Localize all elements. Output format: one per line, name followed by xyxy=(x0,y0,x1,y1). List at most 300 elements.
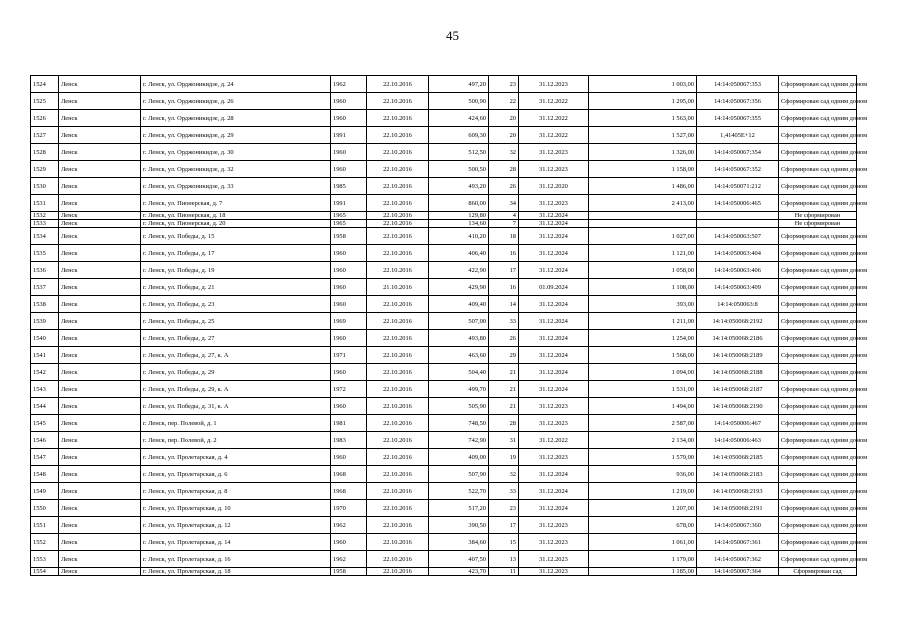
amount-cell: 1 061,00 xyxy=(589,534,697,551)
status-cell: Сформирован сад одним домом xyxy=(779,76,857,93)
date-cell: 22.10.2016 xyxy=(367,262,429,279)
status-cell: Сформирован сад одним домом xyxy=(779,110,857,127)
table-row xyxy=(31,161,857,178)
row-number-cell: 1525 xyxy=(31,93,59,110)
deadline-cell: 31.12.2023 xyxy=(519,161,589,178)
table-row xyxy=(31,330,857,347)
date-cell: 22.10.2016 xyxy=(367,228,429,245)
amount-cell: 1 486,00 xyxy=(589,178,697,195)
apartments-cell: 32 xyxy=(489,144,519,161)
area-cell: 423,70 xyxy=(429,568,489,576)
apartments-cell: 17 xyxy=(489,262,519,279)
amount-cell: 2 134,00 xyxy=(589,432,697,449)
city-cell: Ленск xyxy=(59,330,141,347)
date-cell: 22.10.2016 xyxy=(367,144,429,161)
area-cell: 409,00 xyxy=(429,449,489,466)
status-cell: Сформирован сад одним домом xyxy=(779,262,857,279)
row-number-cell: 1550 xyxy=(31,500,59,517)
row-number-cell: 1552 xyxy=(31,534,59,551)
build-year-cell: 1960 xyxy=(331,110,367,127)
city-cell: Ленск xyxy=(59,398,141,415)
table-row xyxy=(31,517,857,534)
area-cell: 504,40 xyxy=(429,364,489,381)
build-year-cell: 1965 xyxy=(331,212,367,220)
amount-cell: 936,00 xyxy=(589,466,697,483)
city-cell: Ленск xyxy=(59,551,141,568)
address-cell: г. Ленск, ул. Пролетарская, д. 4 xyxy=(141,449,331,466)
apartments-cell: 16 xyxy=(489,245,519,262)
date-cell: 21.10.2016 xyxy=(367,279,429,296)
city-cell: Ленск xyxy=(59,517,141,534)
date-cell: 22.10.2016 xyxy=(367,432,429,449)
apartments-cell: 28 xyxy=(489,415,519,432)
amount-cell: 1 527,00 xyxy=(589,127,697,144)
area-cell: 463,60 xyxy=(429,347,489,364)
status-cell: Сформирован сад одним домом xyxy=(779,178,857,195)
cadastral-number-cell: 14:14:050068:2187 xyxy=(697,381,779,398)
table-row xyxy=(31,178,857,195)
row-number-cell: 1530 xyxy=(31,178,59,195)
build-year-cell: 1960 xyxy=(331,449,367,466)
deadline-cell: 31.12.2023 xyxy=(519,415,589,432)
table-row xyxy=(31,432,857,449)
build-year-cell: 1960 xyxy=(331,144,367,161)
address-cell: г. Ленск, ул. Орджоникидзе, д. 29 xyxy=(141,127,331,144)
amount-cell: 678,00 xyxy=(589,517,697,534)
build-year-cell: 1968 xyxy=(331,483,367,500)
city-cell: Ленск xyxy=(59,347,141,364)
deadline-cell: 31.12.2023 xyxy=(519,76,589,93)
row-number-cell: 1539 xyxy=(31,313,59,330)
area-cell: 505,90 xyxy=(429,398,489,415)
date-cell: 22.10.2016 xyxy=(367,161,429,178)
amount-cell: 1 219,00 xyxy=(589,483,697,500)
build-year-cell: 1972 xyxy=(331,381,367,398)
date-cell: 22.10.2016 xyxy=(367,500,429,517)
amount-cell: 1 094,00 xyxy=(589,364,697,381)
address-cell: г. Ленск, ул. Победы, д. 29 xyxy=(141,364,331,381)
amount-cell: 1 185,00 xyxy=(589,568,697,576)
build-year-cell: 1991 xyxy=(331,127,367,144)
row-number-cell: 1534 xyxy=(31,228,59,245)
date-cell: 22.10.2016 xyxy=(367,381,429,398)
apartments-cell: 34 xyxy=(489,195,519,212)
cadastral-number-cell: 14:14:050006:467 xyxy=(697,415,779,432)
city-cell: Ленск xyxy=(59,415,141,432)
date-cell: 22.10.2016 xyxy=(367,76,429,93)
table-row xyxy=(31,195,857,212)
city-cell: Ленск xyxy=(59,279,141,296)
address-cell: г. Ленск, ул. Победы, д. 19 xyxy=(141,262,331,279)
table-row xyxy=(31,279,857,296)
address-cell: г. Ленск, ул. Победы, д. 25 xyxy=(141,313,331,330)
build-year-cell: 1960 xyxy=(331,93,367,110)
address-cell: г. Ленск, ул. Орджоникидзе, д. 26 xyxy=(141,93,331,110)
deadline-cell: 31.12.2024 xyxy=(519,483,589,500)
table-row xyxy=(31,262,857,279)
deadline-cell: 31.12.2024 xyxy=(519,313,589,330)
row-number-cell: 1545 xyxy=(31,415,59,432)
status-cell: Сформирован сад xyxy=(779,568,857,576)
row-number-cell: 1541 xyxy=(31,347,59,364)
address-cell: г. Ленск, ул. Пролетарская, д. 12 xyxy=(141,517,331,534)
amount-cell: 1 121,00 xyxy=(589,245,697,262)
amount-cell: 1 563,00 xyxy=(589,110,697,127)
row-number-cell: 1542 xyxy=(31,364,59,381)
city-cell: Ленск xyxy=(59,76,141,93)
amount-cell: 1 027,00 xyxy=(589,228,697,245)
cadastral-number-cell: 14:14:050006:465 xyxy=(697,195,779,212)
build-year-cell: 1958 xyxy=(331,568,367,576)
build-year-cell: 1960 xyxy=(331,279,367,296)
city-cell: Ленск xyxy=(59,127,141,144)
row-number-cell: 1532 xyxy=(31,212,59,220)
date-cell: 22.10.2016 xyxy=(367,296,429,313)
build-year-cell: 1970 xyxy=(331,500,367,517)
cadastral-number-cell: 14:14:050068:2192 xyxy=(697,313,779,330)
deadline-cell: 31.12.2024 xyxy=(519,212,589,220)
status-cell: Сформирован сад одним домом xyxy=(779,228,857,245)
amount-cell: 1 003,00 xyxy=(589,76,697,93)
row-number-cell: 1551 xyxy=(31,517,59,534)
amount-cell: 1 579,00 xyxy=(589,449,697,466)
apartments-cell: 21 xyxy=(489,364,519,381)
city-cell: Ленск xyxy=(59,449,141,466)
apartments-cell: 33 xyxy=(489,313,519,330)
address-cell: г. Ленск, ул. Орджоникидзе, д. 30 xyxy=(141,144,331,161)
status-cell: Сформирован сад одним домом xyxy=(779,398,857,415)
city-cell: Ленск xyxy=(59,195,141,212)
amount-cell: 1 326,00 xyxy=(589,144,697,161)
apartments-cell: 29 xyxy=(489,347,519,364)
row-number-cell: 1533 xyxy=(31,220,59,228)
area-cell: 406,40 xyxy=(429,245,489,262)
city-cell: Ленск xyxy=(59,313,141,330)
address-cell: г. Ленск, ул. Победы, д. 17 xyxy=(141,245,331,262)
city-cell: Ленск xyxy=(59,568,141,576)
deadline-cell: 31.12.2024 xyxy=(519,296,589,313)
row-number-cell: 1536 xyxy=(31,262,59,279)
apartments-cell: 18 xyxy=(489,228,519,245)
apartments-cell: 23 xyxy=(489,500,519,517)
date-cell: 22.10.2016 xyxy=(367,93,429,110)
apartments-cell: 22 xyxy=(489,93,519,110)
apartments-cell: 20 xyxy=(489,110,519,127)
table-row xyxy=(31,551,857,568)
table-row xyxy=(31,347,857,364)
status-cell: Сформирован сад одним домом xyxy=(779,500,857,517)
status-cell: Не сформирован xyxy=(779,212,857,220)
city-cell: Ленск xyxy=(59,220,141,228)
area-cell: 522,70 xyxy=(429,483,489,500)
row-number-cell: 1528 xyxy=(31,144,59,161)
row-number-cell: 1524 xyxy=(31,76,59,93)
city-cell: Ленск xyxy=(59,296,141,313)
deadline-cell: 31.12.2023 xyxy=(519,398,589,415)
date-cell: 22.10.2016 xyxy=(367,313,429,330)
status-cell: Сформирован сад одним домом xyxy=(779,432,857,449)
amount-cell: 2 587,00 xyxy=(589,415,697,432)
apartments-cell: 28 xyxy=(489,161,519,178)
deadline-cell: 31.12.2024 xyxy=(519,245,589,262)
address-cell: г. Ленск, ул. Пролетарская, д. 10 xyxy=(141,500,331,517)
city-cell: Ленск xyxy=(59,381,141,398)
deadline-cell: 31.12.2022 xyxy=(519,93,589,110)
status-cell: Сформирован сад одним домом xyxy=(779,144,857,161)
deadline-cell: 31.12.2024 xyxy=(519,228,589,245)
city-cell: Ленск xyxy=(59,483,141,500)
date-cell: 22.10.2016 xyxy=(367,245,429,262)
table-row xyxy=(31,568,857,576)
city-cell: Ленск xyxy=(59,93,141,110)
date-cell: 22.10.2016 xyxy=(367,364,429,381)
date-cell: 22.10.2016 xyxy=(367,398,429,415)
area-cell: 500,90 xyxy=(429,93,489,110)
address-cell: г. Ленск, ул. Пионерская, д. 7 xyxy=(141,195,331,212)
area-cell: 860,00 xyxy=(429,195,489,212)
table-row xyxy=(31,93,857,110)
deadline-cell: 31.12.2023 xyxy=(519,144,589,161)
area-cell: 493,80 xyxy=(429,330,489,347)
row-number-cell: 1554 xyxy=(31,568,59,576)
amount-cell: 1 207,00 xyxy=(589,500,697,517)
cadastral-number-cell: 14:14:050068:2188 xyxy=(697,364,779,381)
status-cell: Сформирован сад одним домом xyxy=(779,517,857,534)
area-cell: 410,20 xyxy=(429,228,489,245)
apartments-cell: 4 xyxy=(489,212,519,220)
cadastral-number-cell: 14:14:050067:361 xyxy=(697,534,779,551)
table-row xyxy=(31,220,857,228)
status-cell: Сформирован сад одним домом xyxy=(779,313,857,330)
date-cell: 22.10.2016 xyxy=(367,483,429,500)
address-cell: г. Ленск, ул. Победы, д. 27 xyxy=(141,330,331,347)
area-cell: 517,20 xyxy=(429,500,489,517)
build-year-cell: 1958 xyxy=(331,228,367,245)
area-cell: 409,40 xyxy=(429,296,489,313)
address-cell: г. Ленск, ул. Победы, д. 27, к. А xyxy=(141,347,331,364)
deadline-cell: 31.12.2024 xyxy=(519,466,589,483)
table-row xyxy=(31,76,857,93)
cadastral-number-cell: 14:14:050067:362 xyxy=(697,551,779,568)
date-cell: 22.10.2016 xyxy=(367,110,429,127)
date-cell: 22.10.2016 xyxy=(367,195,429,212)
apartments-cell: 15 xyxy=(489,534,519,551)
build-year-cell: 1960 xyxy=(331,534,367,551)
build-year-cell: 1965 xyxy=(331,220,367,228)
build-year-cell: 1962 xyxy=(331,551,367,568)
city-cell: Ленск xyxy=(59,212,141,220)
date-cell: 22.10.2016 xyxy=(367,415,429,432)
cadastral-number-cell xyxy=(697,220,779,228)
amount-cell: 1 295,00 xyxy=(589,93,697,110)
date-cell: 22.10.2016 xyxy=(367,568,429,576)
area-cell: 134,60 xyxy=(429,220,489,228)
table-row xyxy=(31,381,857,398)
build-year-cell: 1981 xyxy=(331,415,367,432)
amount-cell: 1 531,00 xyxy=(589,381,697,398)
amount-cell: 393,00 xyxy=(589,296,697,313)
cadastral-number-cell: 14:14:050067:356 xyxy=(697,93,779,110)
city-cell: Ленск xyxy=(59,364,141,381)
date-cell: 22.10.2016 xyxy=(367,178,429,195)
address-cell: г. Ленск, ул. Орджоникидзе, д. 28 xyxy=(141,110,331,127)
cadastral-number-cell: 14:14:050068:2186 xyxy=(697,330,779,347)
status-cell: Сформирован сад одним домом xyxy=(779,534,857,551)
address-cell: г. Ленск, ул. Орджоникидзе, д. 24 xyxy=(141,76,331,93)
city-cell: Ленск xyxy=(59,466,141,483)
apartments-cell: 33 xyxy=(489,483,519,500)
date-cell: 22.10.2016 xyxy=(367,347,429,364)
city-cell: Ленск xyxy=(59,110,141,127)
deadline-cell: 31.12.2023 xyxy=(519,195,589,212)
status-cell: Не сформирован xyxy=(779,220,857,228)
status-cell: Сформирован сад одним домом xyxy=(779,330,857,347)
cadastral-number-cell: 14:14:050063:404 xyxy=(697,245,779,262)
area-cell: 129,80 xyxy=(429,212,489,220)
area-cell: 512,50 xyxy=(429,144,489,161)
table-row xyxy=(31,296,857,313)
table-row xyxy=(31,110,857,127)
status-cell: Сформирован сад одним домом xyxy=(779,161,857,178)
cadastral-number-cell: 14:14:050068:2183 xyxy=(697,466,779,483)
row-number-cell: 1531 xyxy=(31,195,59,212)
status-cell: Сформирован сад одним домом xyxy=(779,466,857,483)
row-number-cell: 1526 xyxy=(31,110,59,127)
deadline-cell: 31.12.2024 xyxy=(519,330,589,347)
status-cell: Сформирован сад одним домом xyxy=(779,347,857,364)
cadastral-number-cell: 14:14:050067:364 xyxy=(697,568,779,576)
apartments-cell: 26 xyxy=(489,330,519,347)
apartments-cell: 19 xyxy=(489,449,519,466)
row-number-cell: 1549 xyxy=(31,483,59,500)
address-cell: г. Ленск, ул. Пролетарская, д. 14 xyxy=(141,534,331,551)
address-cell: г. Ленск, пер. Полевой, д. 2 xyxy=(141,432,331,449)
area-cell: 499,70 xyxy=(429,381,489,398)
apartments-cell: 11 xyxy=(489,568,519,576)
date-cell: 22.10.2016 xyxy=(367,517,429,534)
deadline-cell: 31.12.2023 xyxy=(519,568,589,576)
table-row xyxy=(31,398,857,415)
deadline-cell: 31.12.2023 xyxy=(519,551,589,568)
table-row xyxy=(31,144,857,161)
cadastral-number-cell: 14:14:050067:353 xyxy=(697,76,779,93)
cadastral-number-cell: 14:14:050063:406 xyxy=(697,262,779,279)
area-cell: 424,60 xyxy=(429,110,489,127)
table-row xyxy=(31,415,857,432)
area-cell: 748,50 xyxy=(429,415,489,432)
area-cell: 422,90 xyxy=(429,262,489,279)
cadastral-number-cell: 14:14:050067:354 xyxy=(697,144,779,161)
table-row xyxy=(31,313,857,330)
amount-cell: 1 211,00 xyxy=(589,313,697,330)
cadastral-number-cell: 14:14:050063:409 xyxy=(697,279,779,296)
apartments-cell: 7 xyxy=(489,220,519,228)
address-cell: г. Ленск, ул. Пролетарская, д. 16 xyxy=(141,551,331,568)
deadline-cell: 31.12.2022 xyxy=(519,127,589,144)
date-cell: 22.10.2016 xyxy=(367,551,429,568)
apartments-cell: 31 xyxy=(489,432,519,449)
row-number-cell: 1538 xyxy=(31,296,59,313)
build-year-cell: 1983 xyxy=(331,432,367,449)
build-year-cell: 1960 xyxy=(331,245,367,262)
deadline-cell: 31.12.2024 xyxy=(519,364,589,381)
build-year-cell: 1991 xyxy=(331,195,367,212)
date-cell: 22.10.2016 xyxy=(367,466,429,483)
city-cell: Ленск xyxy=(59,245,141,262)
area-cell: 429,90 xyxy=(429,279,489,296)
apartments-cell: 14 xyxy=(489,296,519,313)
area-cell: 390,50 xyxy=(429,517,489,534)
amount-cell: 1 568,00 xyxy=(589,347,697,364)
date-cell: 22.10.2016 xyxy=(367,534,429,551)
build-year-cell: 1985 xyxy=(331,178,367,195)
apartments-cell: 32 xyxy=(489,466,519,483)
amount-cell: 1 108,00 xyxy=(589,279,697,296)
date-cell: 22.10.2016 xyxy=(367,449,429,466)
area-cell: 609,30 xyxy=(429,127,489,144)
address-cell: г. Ленск, ул. Орджоникидзе, д. 32 xyxy=(141,161,331,178)
address-cell: г. Ленск, ул. Победы, д. 29, к. А xyxy=(141,381,331,398)
cadastral-number-cell: 14:14:050068:2185 xyxy=(697,449,779,466)
city-cell: Ленск xyxy=(59,161,141,178)
table-row xyxy=(31,212,857,220)
apartments-cell: 21 xyxy=(489,381,519,398)
cadastral-number-cell: 14:14:050067:360 xyxy=(697,517,779,534)
status-cell: Сформирован сад одним домом xyxy=(779,279,857,296)
table-row xyxy=(31,449,857,466)
area-cell: 407,50 xyxy=(429,551,489,568)
amount-cell: 1 179,00 xyxy=(589,551,697,568)
table-row xyxy=(31,483,857,500)
row-number-cell: 1527 xyxy=(31,127,59,144)
status-cell: Сформирован сад одним домом xyxy=(779,296,857,313)
address-cell: г. Ленск, ул. Победы, д. 21 xyxy=(141,279,331,296)
status-cell: Сформирован сад одним домом xyxy=(779,364,857,381)
deadline-cell: 31.12.2024 xyxy=(519,500,589,517)
area-cell: 384,60 xyxy=(429,534,489,551)
row-number-cell: 1546 xyxy=(31,432,59,449)
cadastral-number-cell: 14:14:050063:507 xyxy=(697,228,779,245)
table-row xyxy=(31,466,857,483)
status-cell: Сформирован сад одним домом xyxy=(779,449,857,466)
address-cell: г. Ленск, ул. Пролетарская, д. 18 xyxy=(141,568,331,576)
deadline-cell: 01.09.2024 xyxy=(519,279,589,296)
table-row xyxy=(31,364,857,381)
deadline-cell: 31.12.2020 xyxy=(519,178,589,195)
build-year-cell: 1960 xyxy=(331,364,367,381)
row-number-cell: 1548 xyxy=(31,466,59,483)
amount-cell xyxy=(589,220,697,228)
city-cell: Ленск xyxy=(59,178,141,195)
row-number-cell: 1543 xyxy=(31,381,59,398)
address-cell: г. Ленск, ул. Орджоникидзе, д. 33 xyxy=(141,178,331,195)
build-year-cell: 1962 xyxy=(331,76,367,93)
amount-cell xyxy=(589,212,697,220)
cadastral-number-cell: 14:14:050067:352 xyxy=(697,161,779,178)
row-number-cell: 1537 xyxy=(31,279,59,296)
address-cell: г. Ленск, ул. Пионерская, д. 18 xyxy=(141,212,331,220)
deadline-cell: 31.12.2024 xyxy=(519,347,589,364)
build-year-cell: 1971 xyxy=(331,347,367,364)
date-cell: 22.10.2016 xyxy=(367,220,429,228)
address-cell: г. Ленск, ул. Пионерская, д. 20 xyxy=(141,220,331,228)
address-cell: г. Ленск, ул. Победы, д. 31, к. А xyxy=(141,398,331,415)
address-cell: г. Ленск, ул. Пролетарская, д. 6 xyxy=(141,466,331,483)
apartments-cell: 21 xyxy=(489,398,519,415)
area-cell: 497,20 xyxy=(429,76,489,93)
build-year-cell: 1960 xyxy=(331,330,367,347)
apartments-cell: 20 xyxy=(489,127,519,144)
